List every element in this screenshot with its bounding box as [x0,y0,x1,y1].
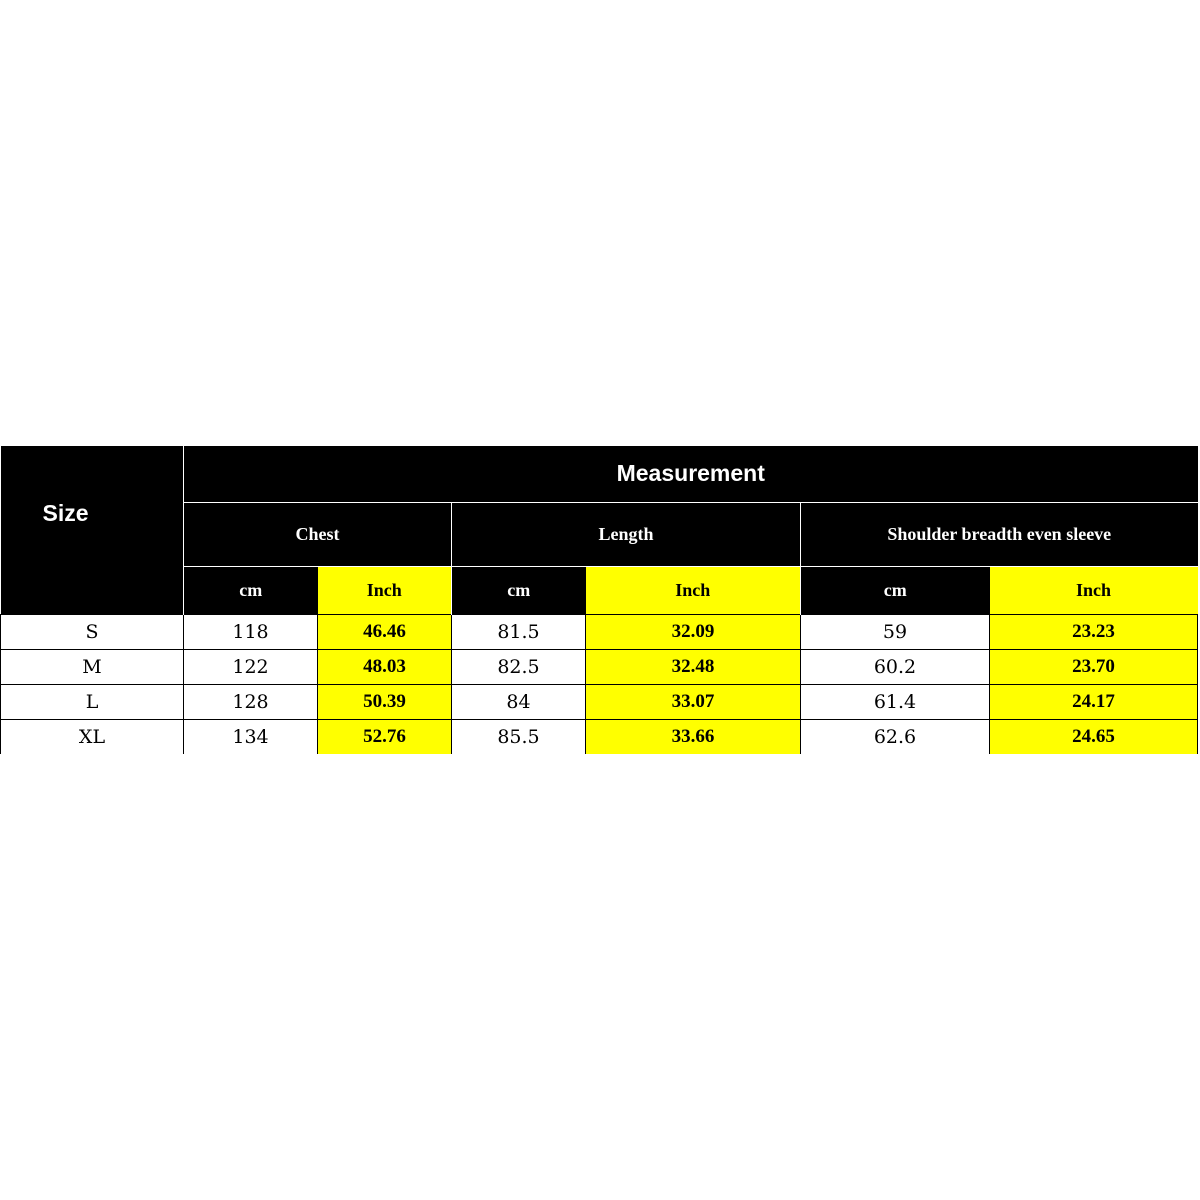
shoulder-inch-header: Inch [990,566,1198,614]
length-cm-cell: 85.5 [452,719,586,754]
size-cell: L [1,684,184,719]
chest-inch-cell: 48.03 [318,649,452,684]
length-cm-header: cm [452,566,586,614]
size-cell: M [1,649,184,684]
chest-inch-cell: 50.39 [318,684,452,719]
shoulder-cm-cell: 61.4 [801,684,990,719]
table-row [1,684,1198,719]
size-header: Size [1,446,184,614]
table-row [1,649,1198,684]
shoulder-inch-cell: 23.70 [990,649,1198,684]
length-inch-cell: 33.07 [586,684,801,719]
shoulder-cm-header: cm [801,566,990,614]
shoulder-cm-cell: 62.6 [801,719,990,754]
length-header: Length [452,502,801,566]
chest-inch-cell: 46.46 [318,614,452,649]
table-row [1,614,1198,649]
shoulder-inch-cell: 24.17 [990,684,1198,719]
shoulder-inch-cell: 23.23 [990,614,1198,649]
size-cell: S [1,614,184,649]
chest-cm-cell: 118 [184,614,318,649]
chest-cm-cell: 122 [184,649,318,684]
size-cell: XL [1,719,184,754]
chest-cm-cell: 134 [184,719,318,754]
size-chart-table [0,446,1198,754]
length-cm-cell: 84 [452,684,586,719]
length-inch-cell: 33.66 [586,719,801,754]
length-inch-cell: 32.09 [586,614,801,649]
length-cm-cell: 82.5 [452,649,586,684]
table-row [1,719,1198,754]
chest-cm-header: cm [184,566,318,614]
length-cm-cell: 81.5 [452,614,586,649]
measurement-header: Measurement [184,446,1198,502]
shoulder-cm-cell: 60.2 [801,649,990,684]
shoulder-header: Shoulder breadth even sleeve [801,502,1198,566]
length-inch-cell: 32.48 [586,649,801,684]
chest-header: Chest [184,502,452,566]
length-inch-header: Inch [586,566,801,614]
chest-inch-cell: 52.76 [318,719,452,754]
chest-cm-cell: 128 [184,684,318,719]
shoulder-inch-cell: 24.65 [990,719,1198,754]
shoulder-cm-cell: 59 [801,614,990,649]
chest-inch-header: Inch [318,566,452,614]
